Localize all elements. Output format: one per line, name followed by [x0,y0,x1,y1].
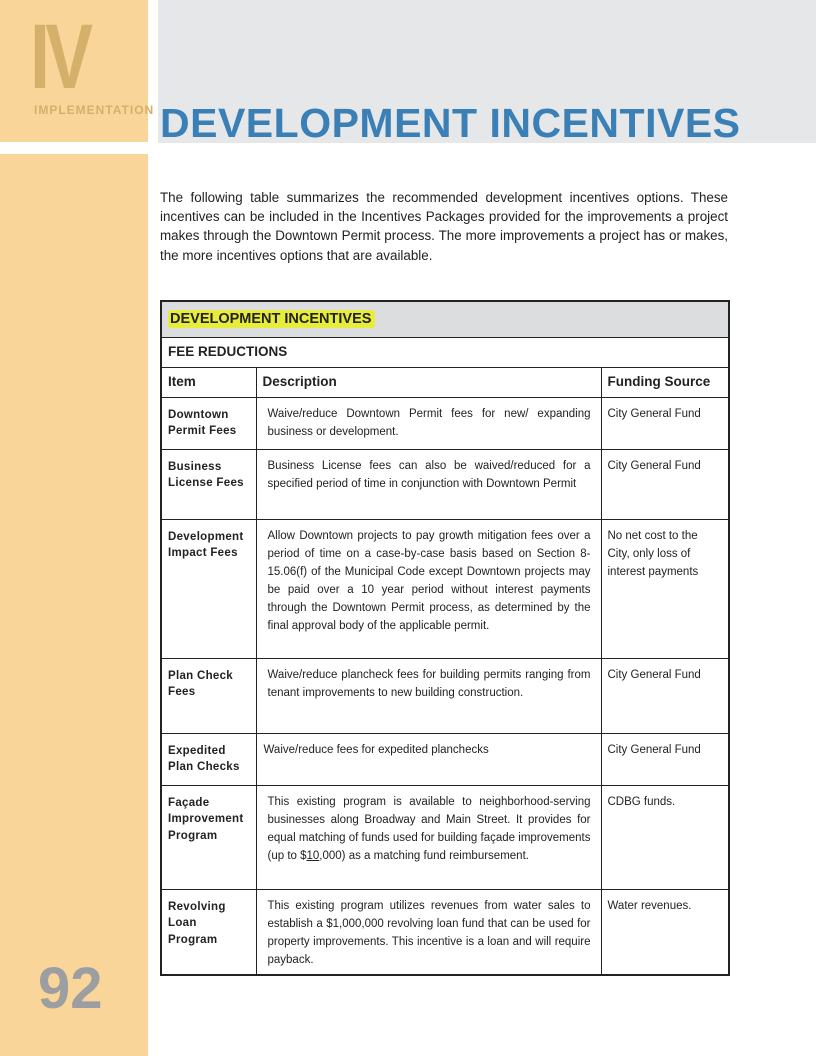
row-funding: City General Fund [601,397,729,449]
row-description: This existing program utilizes revenues from water sales to establish a $1,000,000 revolving loan fund that can be used for property improvements. This incentive is a loan and will require payback. [256,889,601,975]
description-text: This existing program is available to neighborhood-serving businesses along Broadway and Main Street. It provides for equal matching of funds used for building façade improvements (up to $ [267,795,591,862]
row-funding: Water revenues. [601,889,729,975]
row-funding: City General Fund [601,733,729,785]
row-funding: City General Fund [601,449,729,519]
header-item: Item [161,367,256,397]
description-text-end: ,000) as a matching fund reimbursement. [319,849,529,862]
row-description: Allow Downtown projects to pay growth mitigation fees over a period of time on a case-by-case basis based on Section 8-15.06(f) of the Municipal Code except Downtown projects may be paid over a 10 year period without interest payments through the Downtown Permit process, as determined by the final approval body of the applicable permit. [256,519,601,658]
table-row [161,449,729,519]
table-title: DEVELOPMENT INCENTIVES [168,310,375,328]
table-row [161,733,729,785]
table-section-row [161,337,729,367]
row-item: Development Impact Fees [161,519,256,658]
table-section-title: FEE REDUCTIONS [161,337,729,367]
table-row [161,519,729,658]
intro-paragraph: The following table summarizes the recommended development incentives options. These incentives can be included in the Incentives Packages provided for the improvements a project makes through the Downtown Permit process. The more improvements a project has or makes, the more incentives options that are available. [160,190,728,263]
row-funding: City General Fund [601,658,729,733]
row-item: Revolving Loan Program [161,889,256,975]
table-header-row [161,367,729,397]
table-row [161,889,729,975]
incentives-table [160,300,730,976]
row-item: Plan Check Fees [161,658,256,733]
table-row [161,785,729,889]
table-row [161,658,729,733]
header-funding: Funding Source [601,367,729,397]
row-item: Business License Fees [161,449,256,519]
side-band [0,0,148,1056]
page-title: DEVELOPMENT INCENTIVES [160,100,741,146]
side-divider [0,142,148,154]
row-funding: No net cost to the City, only loss of interest payments [601,519,729,658]
row-item: Expedited Plan Checks [161,733,256,785]
row-description [256,785,601,889]
row-description: Waive/reduce plancheck fees for building permits ranging from tenant improvements to new building construction. [256,658,601,733]
row-description: Waive/reduce Downtown Permit fees for new/ expanding business or development. [256,397,601,449]
header-description: Description [256,367,601,397]
row-item: Downtown Permit Fees [161,397,256,449]
row-description: Waive/reduce fees for expedited planchecks [256,733,601,785]
chapter-numeral: IV [30,6,89,108]
chapter-label: IMPLEMENTATION [34,103,155,117]
row-funding: CDBG funds. [601,785,729,889]
table-row [161,397,729,449]
underlined-amount: 10 [306,849,320,862]
row-item: Façade Improvement Program [161,785,256,889]
page-number: 92 [38,956,103,1021]
table-title-row [161,301,729,337]
row-description: Business License fees can also be waived/reduced for a specified period of time in conjunction with Downtown Permit [256,449,601,519]
